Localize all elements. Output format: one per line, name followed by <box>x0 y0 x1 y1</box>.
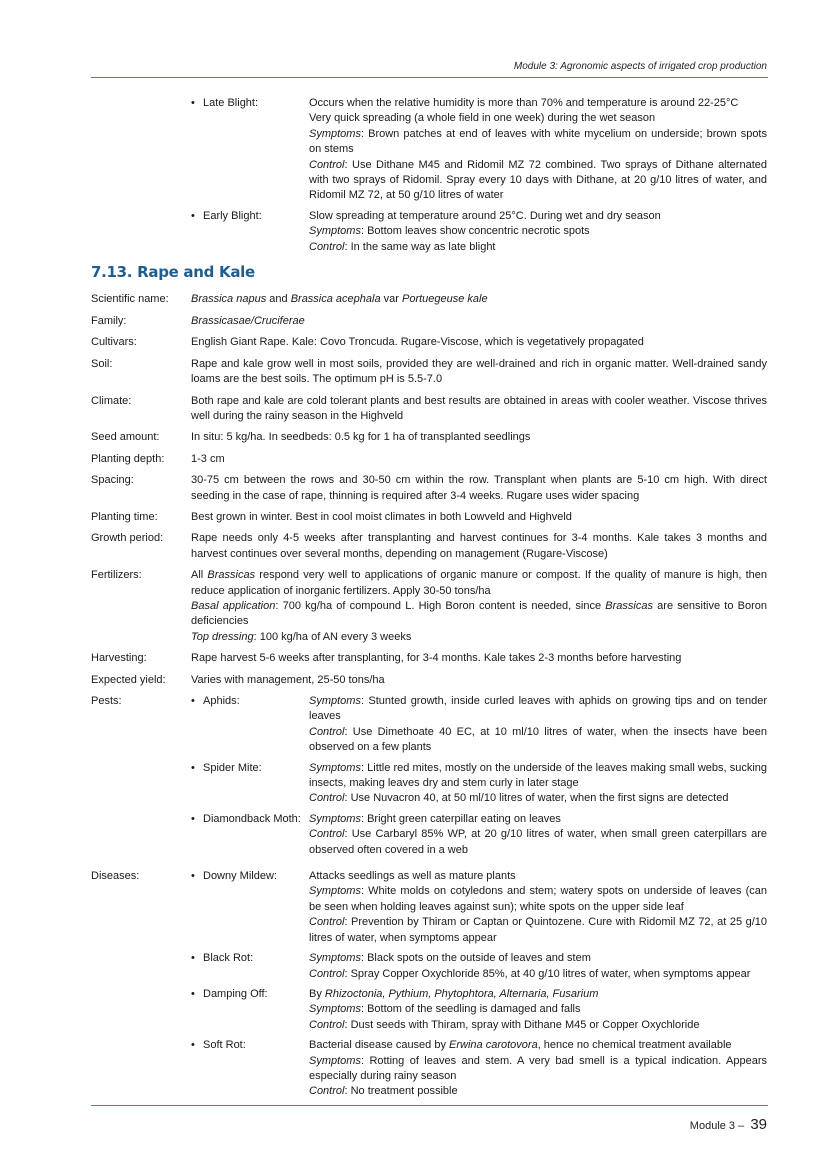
bullet-name: • Black Rot: <box>191 951 309 982</box>
bullet-desc <box>309 96 767 204</box>
desc-line: Occurs when the relative humidity is more than 70% and temperature is around 22-25°C <box>309 97 739 109</box>
row-label: Planting depth: <box>91 452 165 465</box>
row-label: Cultivars: <box>91 336 137 349</box>
row-label: Harvesting: <box>91 652 147 665</box>
row-label: Growth period: <box>91 532 164 545</box>
row-label: Family: <box>91 314 127 327</box>
row-family <box>91 314 767 329</box>
row-value: Rape and kale grow well in most soils, provided they are well-drained and rich in organic matter. Well-drained sandy loams are the best soils. The optimum pH is 5.5-7.0 <box>191 357 767 386</box>
bullet-name: • Downy Mildew: <box>191 869 309 946</box>
desc-line: Control: Use Dithane M45 and Ridomil MZ 72 combined. Two sprays of Dithane alternated with two sprays of Ridomil. Spray every 10 days with Dithane, at 20 g/10 litres of water, and Ridomil MZ 72, at 50 g/10 litres of water <box>309 158 767 202</box>
row-label: Pests: <box>91 695 122 707</box>
row-pests <box>91 694 767 863</box>
desc-line: Slow spreading at temperature around 25°C. During wet and dry season <box>309 209 661 222</box>
row-value: Brassica napus and Brassica acephala var Portuegeuse kale <box>191 293 488 306</box>
row-label: Climate: <box>91 394 132 407</box>
page-content <box>91 96 767 1111</box>
row-label: Spacing: <box>91 474 134 487</box>
row-value <box>191 694 767 863</box>
bullet-desc: Symptoms: Bright green caterpillar eating on leaves Control: Use Carbaryl 85% WP, at 20 g/10 litres of water, when small green caterpillars are observed often covered in a web <box>309 812 767 856</box>
row-value: In situ: 5 kg/ha. In seedbeds: 0.5 kg for 1 ha of transplanted seedlings <box>191 431 531 444</box>
row-seed-amount <box>91 430 767 445</box>
disease-downy-mildew <box>191 869 767 946</box>
row-label: Diseases: <box>91 870 140 883</box>
row-label: Seed amount: <box>91 431 160 444</box>
pest-spider-mite <box>191 761 767 807</box>
bullet-late-blight <box>191 96 767 204</box>
row-expected-yield <box>91 673 767 688</box>
bullet-name: • Diamondback Moth: <box>191 812 309 858</box>
pest-diamondback-moth <box>191 812 767 858</box>
row-label: Scientific name: <box>91 293 169 306</box>
bullet-name: • Early Blight: <box>191 209 309 255</box>
desc-line: Control: In the same way as late blight <box>309 240 496 253</box>
row-soil <box>91 357 767 388</box>
row-fertilizers <box>91 568 767 645</box>
header-rule <box>91 77 768 78</box>
row-value: Rape needs only 4-5 weeks after transplanting and harvest continues for 3-4 months. Kale takes 3 months and harvest continues over several months, depending on management (Rugare-Viscose) <box>191 532 767 560</box>
row-growth-period <box>91 531 767 562</box>
bullet-desc: Symptoms: Stunted growth, inside curled leaves with aphids on growing tips and on tender leaves Control: Use Dimethoate 40 EC, at 10 ml/10 litres of water, when the insects have been observed on a few plants <box>309 695 767 754</box>
row-label: Soil: <box>91 357 113 370</box>
bullet-desc: Bacterial disease caused by Erwina carotovora, hence no chemical treatment available Symptoms: Rotting of leaves and stem. A very bad smell is a typical indication. Appears especially during rainy season Control: No treatment possible <box>309 1039 767 1098</box>
bullet-desc: Attacks seedlings as well as mature plants Symptoms: White molds on cotyledons and stem; watery spots on underside of leaves (can be seen when holding leaves against sun); white spots on the upper side leaf Control: Prevention by Thiram or Captan or Quintozene. Cure with Ridomil MZ 72, at 25 g/10 litres of water, when symptoms appear <box>309 870 767 944</box>
row-value <box>191 869 767 1105</box>
row-value: Rape harvest 5-6 weeks after transplanting, for 3-4 months. Kale takes 2-3 months before harvesting <box>191 652 682 665</box>
row-value: 30-75 cm between the rows and 30-50 cm within the row. Transplant when plants are 5-10 cm high. With direct seeding in the case of rape, thinning is required after 3-4 weeks. Rugare uses wider spacing <box>191 474 767 502</box>
row-climate <box>91 394 767 425</box>
page-number: 39 <box>750 1116 767 1133</box>
footer-dash: – <box>738 1120 745 1132</box>
intro-bullets <box>191 96 767 255</box>
row-value: English Giant Rape. Kale: Covo Troncuda. Rugare-Viscose, which is vegetatively propagated <box>191 336 644 349</box>
row-scientific-name <box>91 292 767 307</box>
footer-module: Module 3 <box>689 1120 736 1132</box>
bullet-desc: Symptoms: Little red mites, mostly on the underside of the leaves making small webs, sucking insects, making leaves dry and stem curly in later stage Control: Use Nuvacron 40, at 50 ml/10 litres of water, when the first signs are detected <box>309 761 767 805</box>
row-value: Brassicasae/Cruciferae <box>191 314 305 327</box>
page-footer <box>690 1117 767 1134</box>
disease-black-rot <box>191 951 767 982</box>
row-value: All Brassicas respond very well to applications of organic manure or compost. If the quality of manure is high, then reduce application of inorganic fertilizers. Apply 30-50 tons/ha Basal application: 700 kg/ha of compound L. High Boron content is needed, since Brassicas are sensitive to Boron deficiencies Top dressing: 100 kg/ha of AN every 3 weeks <box>191 569 768 643</box>
bullet-desc: Symptoms: Black spots on the outside of leaves and stem Control: Spray Copper Oxychloride 85%, at 40 g/10 litres of water, when symptoms appear <box>309 952 751 980</box>
row-value: Varies with management, 25-50 tons/ha <box>191 673 385 686</box>
row-diseases <box>91 869 767 1105</box>
bullet-name: • Aphids: <box>191 694 309 756</box>
row-value: Best grown in winter. Best in cool moist climates in both Lowveld and Highveld <box>191 510 572 523</box>
disease-soft-rot <box>191 1038 767 1100</box>
pest-aphids <box>191 694 767 756</box>
bullet-name: • Soft Rot: <box>191 1038 309 1100</box>
row-value: 1-3 cm <box>191 452 225 465</box>
footer-rule <box>91 1105 768 1106</box>
bullet-desc: By Rhizoctonia, Pythium, Phytophtora, Alternaria, Fusarium Symptoms: Bottom of the seedling is damaged and falls Control: Dust seeds with Thiram, spray with Dithane M45 or Copper Oxychloride <box>309 987 700 1031</box>
row-label: Planting time: <box>91 510 158 523</box>
row-spacing <box>91 473 767 504</box>
desc-line: Symptoms: Brown patches at end of leaves with white mycelium on underside; brown spots on stems <box>309 127 767 156</box>
bullet-name: • Damping Off: <box>191 987 309 1033</box>
row-cultivars <box>91 335 767 350</box>
row-value: Both rape and kale are cold tolerant plants and best results are obtained in areas with cooler weather. Viscose thrives well during the rainy season in the Highveld <box>191 394 767 422</box>
desc-line: Very quick spreading (a whole field in one week) during the wet season <box>309 112 656 125</box>
bullet-early-blight <box>191 209 767 255</box>
running-header: Module 3: Agronomic aspects of irrigated crop production <box>513 61 767 72</box>
disease-damping-off <box>191 987 767 1033</box>
bullet-name: • Late Blight: <box>191 96 309 204</box>
row-planting-depth <box>91 452 767 467</box>
section-title: 7.13. Rape and Kale <box>91 263 255 282</box>
row-label: Expected yield: <box>91 673 166 686</box>
desc-line: Symptoms: Bottom leaves show concentric necrotic spots <box>309 225 590 238</box>
bullet-name: • Spider Mite: <box>191 761 309 807</box>
row-planting-time <box>91 510 767 525</box>
row-label: Fertilizers: <box>91 569 142 582</box>
row-harvesting <box>91 651 767 666</box>
bullet-desc <box>309 209 767 255</box>
